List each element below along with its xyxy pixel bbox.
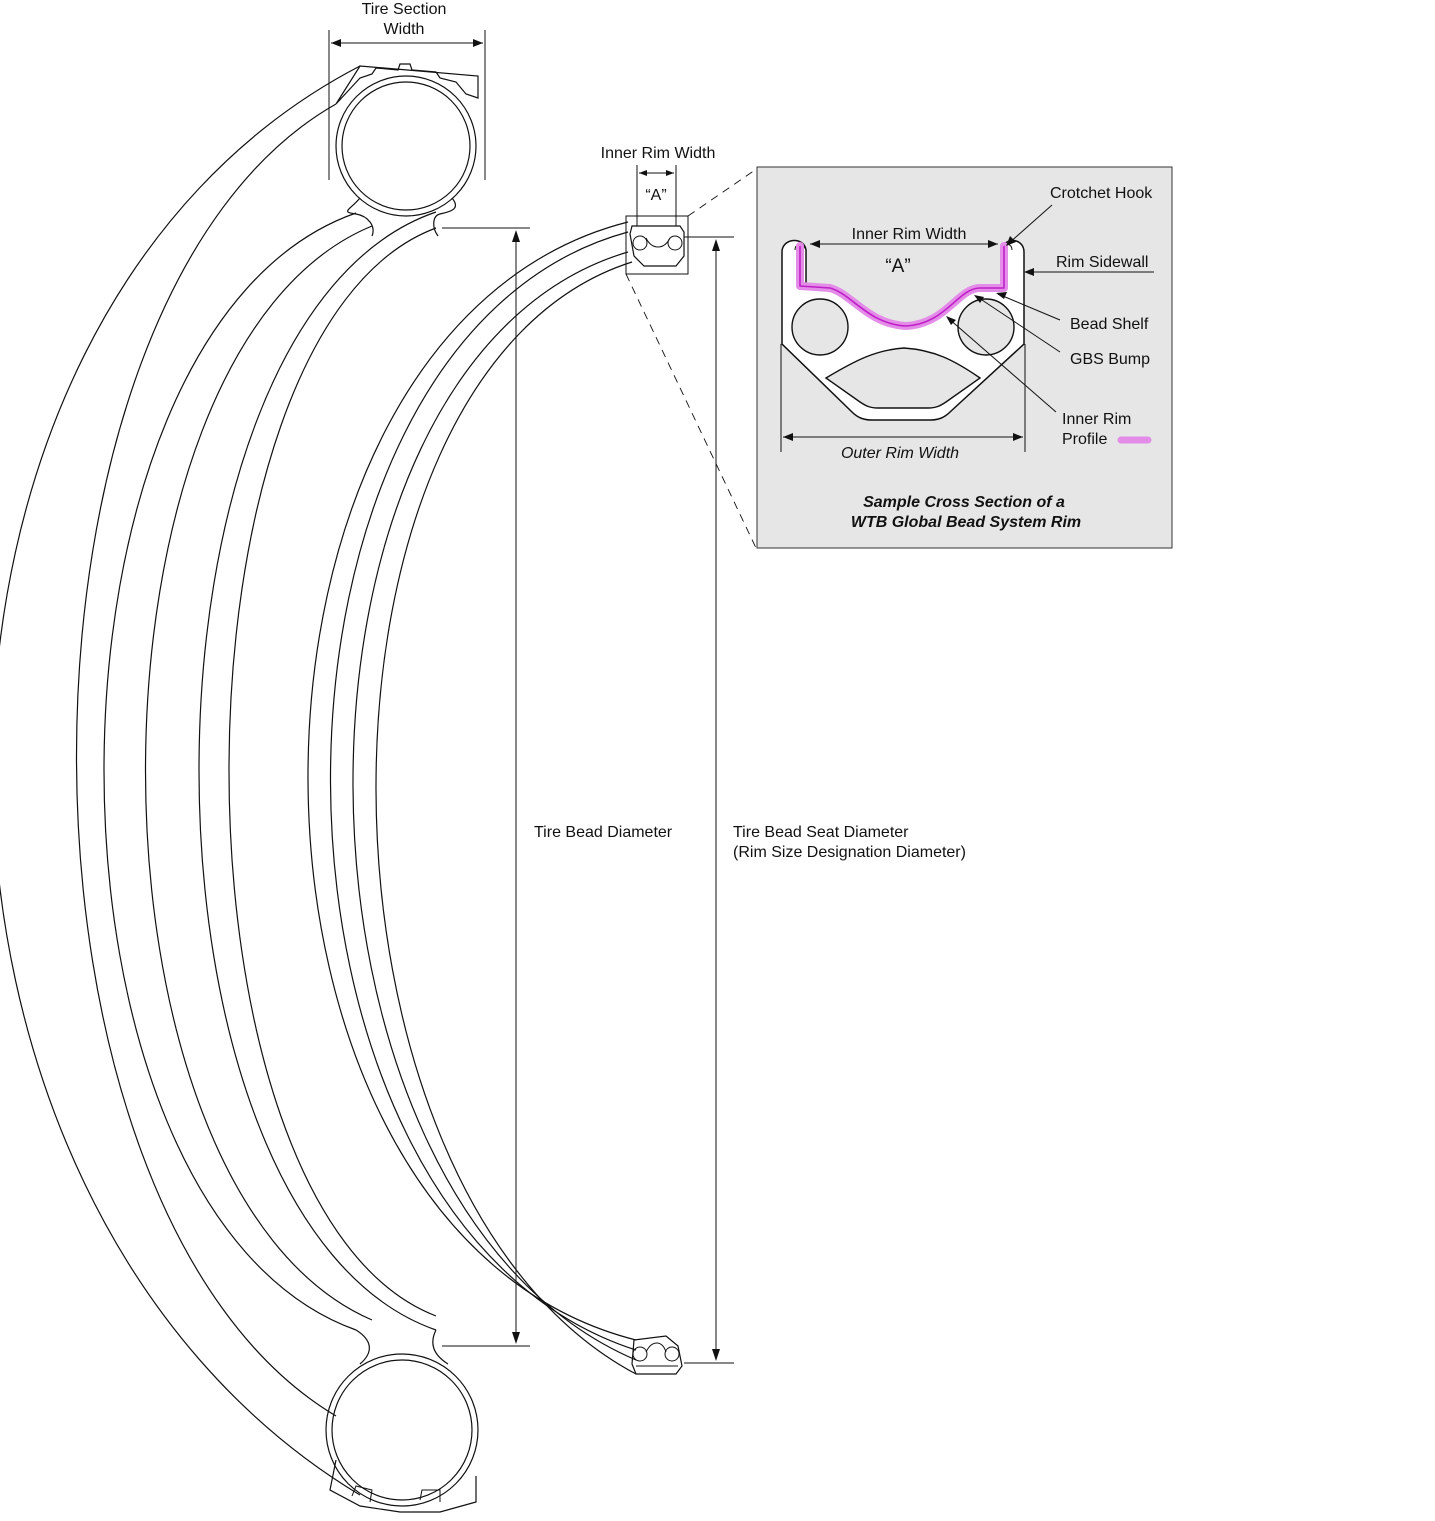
tire-section-width-label-line1: Tire Section xyxy=(361,1,447,18)
rim-sidewall-label: Rim Sidewall xyxy=(1056,254,1149,271)
inset-caption-line1: Sample Cross Section of a xyxy=(863,494,1065,511)
tire-bead-diameter-dimension xyxy=(442,228,530,1346)
outer-rim-width-label: Outer Rim Width xyxy=(840,445,960,462)
inner-rim-profile-label-line1: Inner Rim xyxy=(1062,411,1132,428)
tire-bead-seat-diameter-label-line1: Tire Bead Seat Diameter xyxy=(733,824,909,841)
tire-bead-seat-diameter-label-line2: (Rim Size Designation Diameter) xyxy=(733,844,966,861)
tire-bead-diameter-label: Tire Bead Diameter xyxy=(534,824,673,841)
tire-arc xyxy=(0,66,436,1495)
gbs-bump-label: GBS Bump xyxy=(1070,351,1151,368)
tire-cross-section-top xyxy=(336,64,478,236)
inner-rim-profile-label-line2: Profile xyxy=(1062,431,1108,448)
tire-bead-seat-diameter-dimension xyxy=(684,237,734,1363)
rim-cross-section-bottom xyxy=(632,1336,682,1374)
inner-rim-width-top-label: Inner Rim Width xyxy=(600,145,716,162)
zoom-lines xyxy=(626,168,758,548)
rim-arc xyxy=(308,222,636,1374)
inset-inner-rim-width-label: Inner Rim Width xyxy=(851,226,967,243)
tire-cross-section-bottom xyxy=(326,1330,478,1512)
tire-section-width-label-line2: Width xyxy=(383,21,425,38)
inset-caption-line2: WTB Global Bead System Rim xyxy=(850,514,1082,531)
inset-a-label: “A” xyxy=(885,256,911,277)
a-top-label: “A” xyxy=(645,187,667,204)
tire-section-width-dimension xyxy=(329,30,485,180)
crotchet-hook-label: Crotchet Hook xyxy=(1050,185,1153,202)
rim-cross-section-top xyxy=(626,216,688,274)
bead-shelf-label: Bead Shelf xyxy=(1070,316,1149,333)
